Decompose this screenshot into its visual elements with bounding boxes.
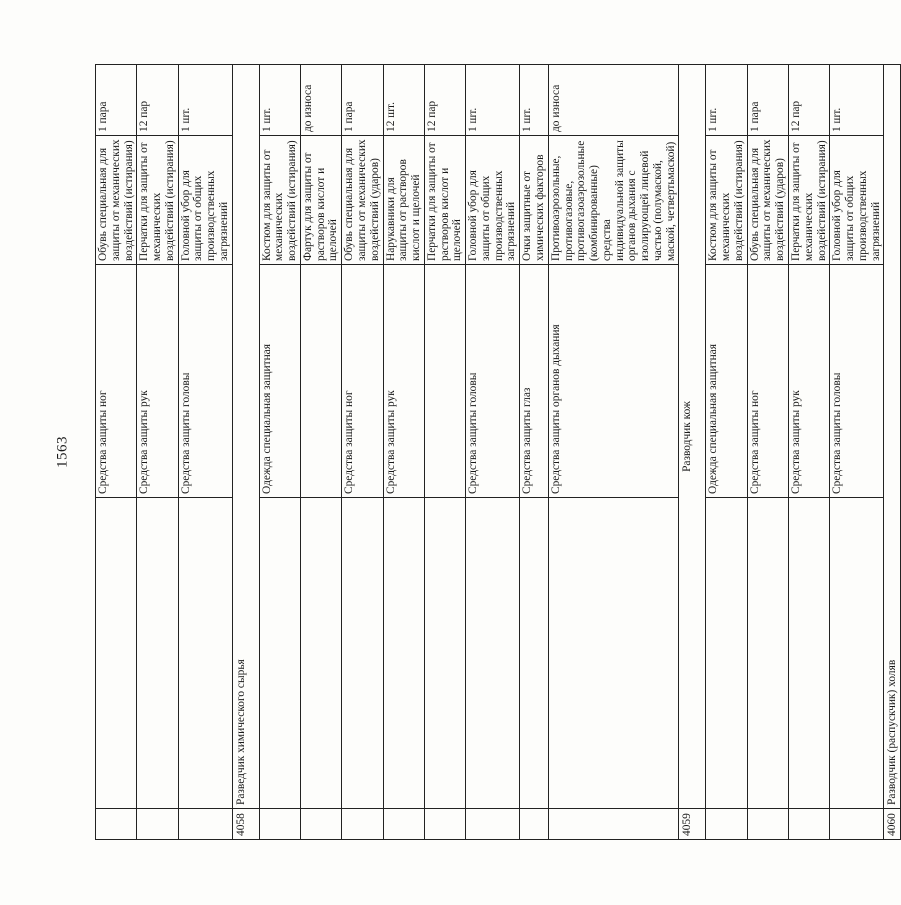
ppe-category: Средства защиты рук (137, 265, 178, 498)
ppe-item-row (424, 65, 465, 840)
ppe-category: Средства защиты головы (830, 265, 884, 498)
page-number: 1563 (54, 436, 71, 468)
issue-quantity: 12 шт. (383, 65, 424, 136)
ppe-norms-table (95, 64, 901, 840)
ppe-item: Нарукавники для защиты от растворов кислот и щелочей (383, 136, 424, 265)
ppe-item-row (96, 65, 137, 840)
empty-title-cell (383, 498, 424, 809)
ppe-item: Фартук для защиты от растворов кислот и щелочей (300, 136, 341, 265)
issue-quantity: 1 шт. (706, 65, 747, 136)
empty-title-cell (520, 498, 549, 809)
profession-row (679, 65, 706, 840)
profession-number: 4058 (232, 809, 259, 840)
ppe-item-row (137, 65, 178, 840)
empty-title-cell (96, 498, 137, 809)
empty-title-cell (466, 498, 520, 809)
ppe-item: Костюм для защиты от механических воздействий (истирания) (259, 136, 300, 265)
ppe-category: Средства защиты рук (788, 265, 829, 498)
empty-number-cell (747, 809, 788, 840)
ppe-category: Одежда специальная защитная (259, 265, 300, 498)
empty-number-cell (178, 809, 232, 840)
issue-quantity: 12 пар (137, 65, 178, 136)
empty-number-cell (788, 809, 829, 840)
empty-title-cell (300, 498, 341, 809)
ppe-category: Средства защиты головы (466, 265, 520, 498)
empty-number-cell (300, 809, 341, 840)
ppe-item: Перчатки для защиты от растворов кислот и щелочей (424, 136, 465, 265)
profession-title: Разведчик химического сырья (232, 65, 259, 809)
issue-quantity: 1 пара (747, 65, 788, 136)
issue-quantity: 1 шт. (830, 65, 884, 136)
issue-quantity: 1 пара (96, 65, 137, 136)
ppe-item: Перчатки для защиты от механических воздействий (истирания) (788, 136, 829, 265)
ppe-category: Средства защиты рук (383, 265, 424, 498)
ppe-category: Средства защиты глаз (520, 265, 549, 498)
ppe-category: Одежда специальная защитная (706, 265, 747, 498)
empty-number-cell (96, 809, 137, 840)
ppe-item: Головной убор для защиты от общих производственных загрязнений (830, 136, 884, 265)
profession-title: Разводчик кож (679, 65, 706, 809)
ppe-item: Обувь специальная для защиты от механических воздействий (ударов) (747, 136, 788, 265)
profession-title: Разводчик (распускчик) холяв (884, 65, 901, 809)
table-body (96, 65, 901, 840)
ppe-item-row (466, 65, 520, 840)
ppe-item-row (548, 65, 679, 840)
empty-title-cell (342, 498, 383, 809)
ppe-item: Обувь специальная для защиты от механических воздействий (истирания) (96, 136, 137, 265)
issue-quantity: 1 шт. (466, 65, 520, 136)
empty-number-cell (706, 809, 747, 840)
profession-number: 4059 (679, 809, 706, 840)
ppe-item: Перчатки для защиты от механических воздействий (истирания) (137, 136, 178, 265)
issue-quantity: 12 пар (424, 65, 465, 136)
empty-number-cell (520, 809, 549, 840)
ppe-item-row (747, 65, 788, 840)
issue-quantity: 1 шт. (178, 65, 232, 136)
empty-title-cell (788, 498, 829, 809)
ppe-item: Обувь специальная для защиты от механических воздействий (ударов) (342, 136, 383, 265)
empty-number-cell (830, 809, 884, 840)
ppe-item-row (178, 65, 232, 840)
issue-quantity: 1 пара (342, 65, 383, 136)
empty-title-cell (830, 498, 884, 809)
empty-number-cell (259, 809, 300, 840)
ppe-item-row (788, 65, 829, 840)
empty-number-cell (137, 809, 178, 840)
ppe-category: Средства защиты ног (96, 265, 137, 498)
profession-row (884, 65, 901, 840)
ppe-item-row (706, 65, 747, 840)
ppe-category: Средства защиты органов дыхания (548, 265, 679, 498)
issue-quantity: до износа (548, 65, 679, 136)
empty-title-cell (747, 498, 788, 809)
ppe-item-row (300, 65, 341, 840)
ppe-category (300, 265, 341, 498)
empty-title-cell (137, 498, 178, 809)
issue-quantity: 1 шт. (259, 65, 300, 136)
ppe-item: Головной убор для защиты от общих производственных загрязнений (178, 136, 232, 265)
empty-number-cell (342, 809, 383, 840)
ppe-item: Костюм для защиты от механических воздействий (истирания) (706, 136, 747, 265)
empty-title-cell (178, 498, 232, 809)
empty-title-cell (548, 498, 679, 809)
ppe-item-row (520, 65, 549, 840)
empty-title-cell (259, 498, 300, 809)
ppe-item-row (830, 65, 884, 840)
ppe-category: Средства защиты ног (747, 265, 788, 498)
empty-number-cell (383, 809, 424, 840)
empty-title-cell (706, 498, 747, 809)
empty-title-cell (424, 498, 465, 809)
ppe-item: Очки защитные от химических факторов (520, 136, 549, 265)
empty-number-cell (548, 809, 679, 840)
empty-number-cell (424, 809, 465, 840)
ppe-item: Головной убор для защиты от общих производственных загрязнений (466, 136, 520, 265)
ppe-item-row (342, 65, 383, 840)
profession-number: 4060 (884, 809, 901, 840)
profession-row (232, 65, 259, 840)
ppe-category (424, 265, 465, 498)
ppe-item-row (383, 65, 424, 840)
issue-quantity: до износа (300, 65, 341, 136)
ppe-category: Средства защиты головы (178, 265, 232, 498)
issue-quantity: 1 шт. (520, 65, 549, 136)
ppe-category: Средства защиты ног (342, 265, 383, 498)
empty-number-cell (466, 809, 520, 840)
issue-quantity: 12 пар (788, 65, 829, 136)
ppe-item: Противоаэрозольные, противогазовые, противогазоаэрозольные (комбинированные) средства индивидуальной защиты органов дыхания с изолирующей лицевой частью (полумаской, маской, четвертьмаской) (548, 136, 679, 265)
rotated-table-container (95, 65, 899, 840)
ppe-item-row (259, 65, 300, 840)
